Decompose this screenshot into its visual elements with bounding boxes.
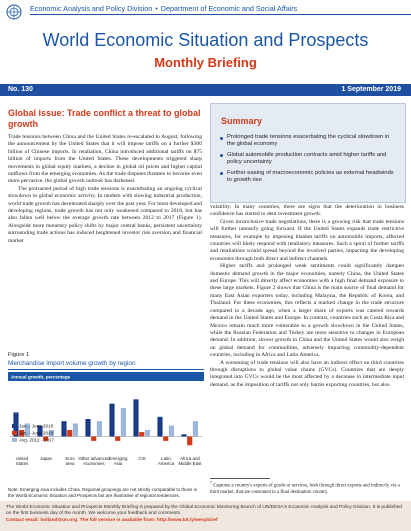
division-name: Economic Analysis and Policy Division (30, 4, 153, 13)
footnote-rule (210, 478, 270, 479)
figure-rule (8, 369, 204, 370)
article-heading: Global issue: Trade conflict a threat to global growth (8, 108, 201, 129)
bar (97, 421, 102, 436)
article-paragraph: The protracted period of high trade tensions is exacerbating an ongoing cyclical slowdown in global economic activity. In tandem with slowing industrial production, world trade growth has decelerated sharply over the past year. For most developed and developing regions, trade growth has not only weakened compared to 2018, but has also fallen well below the average growth rate between 2012 to 2017 (Figure 1). Alongside more monetary policy shifts by major central banks, persistent uncertainty surrounding trade actions has induced heightened investor risk aversion and financial market (8, 185, 202, 244)
header-rule (30, 14, 411, 15)
category-label: Africa and (180, 456, 200, 461)
issue-bar (0, 84, 411, 96)
un-emblem-icon (6, 4, 22, 20)
category-label: Other advanced (78, 456, 110, 461)
department-name: Department of Economic and Social Affairs (160, 4, 298, 13)
legend-swatch (12, 424, 17, 428)
bar (145, 430, 150, 437)
division-line (30, 4, 410, 13)
bar (157, 417, 162, 437)
bar (85, 419, 90, 437)
summary-item: Global automobile production contracts amid higher tariffs and policy uncertainty (219, 152, 397, 167)
bar (109, 404, 114, 437)
article-paragraph: Higher tariffs and prolonged weak sentiments could significantly dampen domestic demand growth in the major economies, namely China, the United States and Europe. This will directly affect economies with a high final demand exposure to these large markets. Figure 2 shows that China is the main source of final demand for many East Asian exporters today, including Malaysia, the Republic of Korea, and Thailand. For these economies, this reflects a marked change in the trade structure compared to a decade ago, when a larger share of exports was catered towards demand in the United States and Europe. In contrast, countries such as Costa Rica and Mexico remain much more vulnerable to a growth slowdown in the United States, while the Russian Federation and Turkey are more sensitive to changes in European demand. In addition, slower growth in China and the United States would also weigh on global demand for commodities, adversely impacting commodity-dependent countries, including in Africa and Latin America. (210, 263, 404, 359)
publication-title: World Economic Situation and Prospects (42, 30, 369, 50)
issue-number: No. 130 (8, 86, 33, 93)
footer-description: The World Economic Situation and Prospects Monthly Briefing is prepared by the Global Economic Monitoring Branch of UN/DESA's Economic Analysis and Policy Division. It is published on the first business day of the month. We welcome your feedback and comments. (6, 505, 402, 517)
footer (0, 501, 411, 531)
article-paragraph: A worsening of trade tensions will also have an indirect effect on third countries through disruptions to global value chains (GVCs). Countries that are deeply integrated into GVCs would be the most affected by a decrease in intermediate input demand, as the imposition of tariffs not only harms exporting countries, but also (210, 359, 404, 388)
category-label: economies (83, 461, 105, 466)
chart-area (8, 372, 204, 484)
issue-date: 1 September 2019 (341, 86, 401, 93)
legend-label: Jan. - June 2018 (19, 423, 54, 429)
import-growth-chart (8, 372, 204, 484)
category-label: Asia (113, 461, 123, 466)
bar (187, 437, 192, 446)
figure-note: Note: Emerging Asia includes China. Regional groupings are not strictly comparable to those in the World Economic Situation and Prospects but are illustrative of regional tendencies. (8, 487, 198, 498)
footnote (210, 480, 404, 496)
category-label: United (15, 456, 29, 461)
category-label: area (65, 461, 75, 466)
summary-box (210, 103, 406, 203)
article-paragraph: Trade tensions between China and the United States re-escalated in August, following the announcement by the United States that it will impose tariffs on a further $300 billion of Chinese imports. In retaliation, China introduced additional tariffs on $75 billion of imports from the United States. These developments triggered sharp movements in global equity markets, a decline in global oil prices and higher capital outflows from the emerging economies. As the trade disputes threaten to become even more pervasive, the global growth outlook has darkened. (8, 134, 202, 185)
footer-text (6, 505, 406, 524)
summary-list (219, 134, 397, 187)
header-separator: • (155, 4, 158, 13)
summary-item: Prolonged trade tensions exacerbating the cyclical slowdown in the global economy (219, 134, 397, 149)
category-label: States (15, 461, 29, 466)
summary-item: Further easing of macroeconomic policies as external headwinds to growth rise (219, 170, 397, 185)
bar (181, 434, 186, 436)
legend-label: Avg. 2012 - 2017 (19, 437, 54, 443)
footnote-marker: 7 (210, 480, 212, 485)
bar (169, 426, 174, 437)
bar (91, 437, 96, 441)
legend-swatch (12, 438, 17, 442)
footnote-text: Captures a country's exports of goods or services, both through direct exports and indirectly via a third market, that are consumed in a final destination country. (210, 483, 400, 495)
bar (193, 421, 198, 436)
bar (115, 437, 120, 441)
figure-label: Figure 1 (8, 352, 30, 358)
bar (73, 423, 78, 436)
category-label: Japan (40, 456, 52, 461)
article-paragraph: Given inconclusive trade negotiations, there is a growing risk that trade tensions will further intensify going forward. If the United States expands trade restrictive measures, for example by imposing blanket tariffs on automobile imports, affected countries will likely respond with retaliatory measures. Such a spiral of further tariffs and retaliations would spread beyond the involved parties, impacting the developing economies through both direct and indirect channels. (210, 218, 404, 262)
category-label: CIS (138, 456, 146, 461)
bar (139, 432, 144, 436)
category-label: Emerging (108, 456, 128, 461)
category-label: Latin (161, 456, 171, 461)
category-label: Euro (65, 456, 75, 461)
bar (133, 399, 138, 436)
category-label: Middle East (178, 461, 202, 466)
bar (121, 408, 126, 436)
footer-contact: Contact email: holland@un.org. The full version is available from: http://www.bit.ly/wespbrief (6, 517, 218, 523)
category-label: America (157, 461, 175, 466)
left-column (8, 104, 202, 245)
figure-1 (8, 352, 204, 507)
bar (61, 421, 66, 436)
legend-swatch (12, 431, 17, 435)
figure-title: Merchandise import volume growth by region (8, 360, 136, 367)
publication-subtitle: Monthly Briefing (154, 55, 257, 70)
right-column (210, 204, 404, 389)
bar (67, 430, 72, 437)
bar (163, 437, 168, 441)
article-paragraph: volatility. In many countries, there are signs that the deterioration in business confidence has started to dent investment growth. (210, 204, 404, 218)
summary-title: Summary (221, 116, 263, 126)
y-axis-label: Annual growth, percentage (11, 374, 71, 380)
legend-label: Jan. - June 2019 (19, 430, 54, 436)
